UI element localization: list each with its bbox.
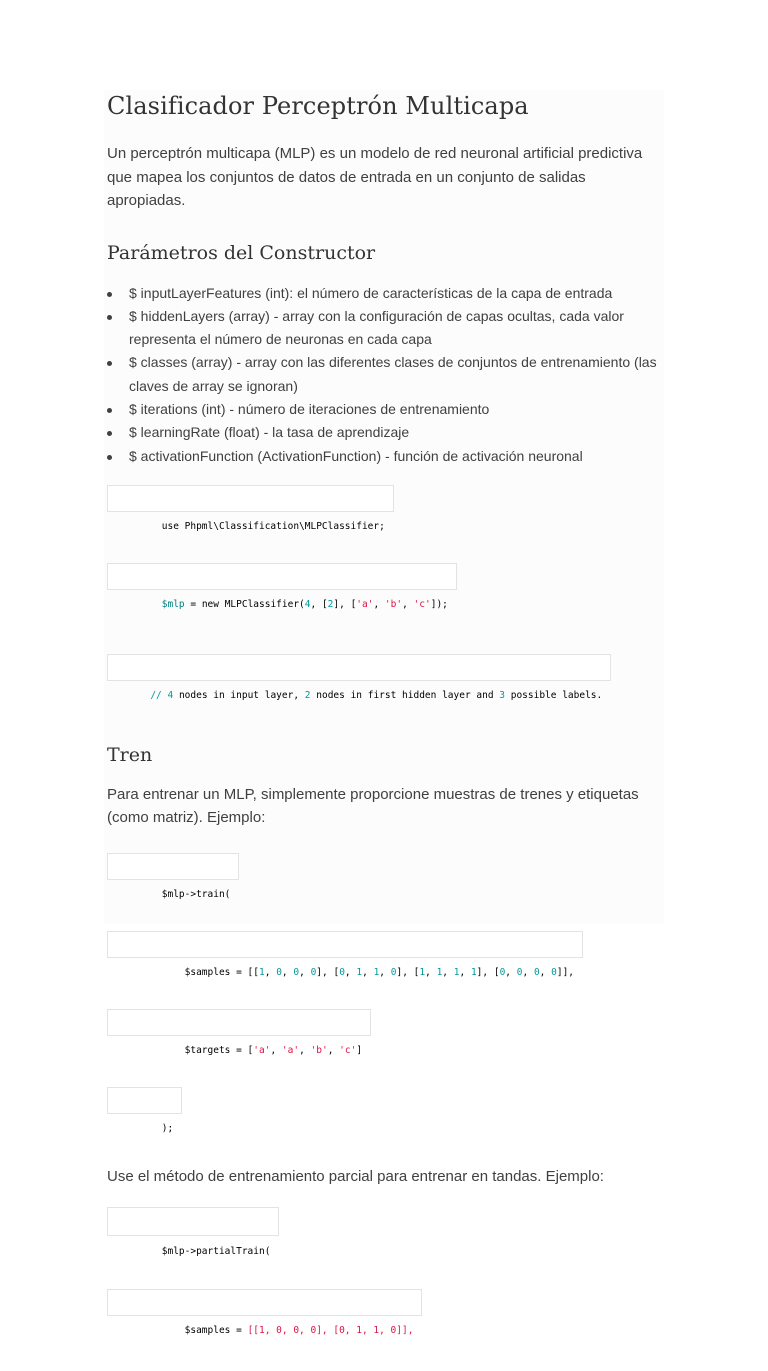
code-number: 1 <box>436 966 443 978</box>
code-token: ] <box>356 1044 363 1056</box>
code-token: ]], <box>556 966 575 978</box>
code-line <box>107 1289 422 1337</box>
code-use: use Phpml\Classification\MLPClassifier; <box>161 520 385 532</box>
code-value: [[1, 0, 0, 0], [0, 1, 1, 0]], <box>247 1325 414 1337</box>
code-number: 1 <box>453 966 460 978</box>
code-token: $samples = [[ <box>161 966 259 978</box>
code-token: possible labels. <box>505 689 603 701</box>
code-line: $samples = [[1, 0, 0, 0], [0, 1, 1, 0], [1, 1, 1, 1], [0, 0, 0, 0]], <box>107 931 583 958</box>
code-token: , <box>373 598 385 610</box>
code-line <box>107 563 457 610</box>
code-string: 'c' <box>413 598 431 610</box>
param-item: $ hiddenLayers (array) - array con la configuración de capas ocultas, cada valor representa el número de neuronas en cada capa <box>107 305 660 352</box>
document-page <box>104 90 664 1337</box>
train-paragraph: Para entrenar un MLP, simplemente proporcione muestras de trenes y etiquetas (como matriz). Ejemplo: <box>107 785 639 827</box>
code-number: 0 <box>533 966 540 978</box>
code-string: 'a' <box>281 1044 300 1056</box>
param-item: $ iterations (int) - número de iteraciones de entrenamiento <box>107 398 660 421</box>
code-var: $mlp <box>161 598 185 610</box>
code-number: 1 <box>419 966 426 978</box>
code-block-partial <box>107 1207 660 1365</box>
code-number: 2 <box>327 598 334 610</box>
code-token: $targets = [ <box>161 1044 254 1056</box>
code-token: $mlp->partialTrain( <box>161 1246 271 1258</box>
param-item: $ learningRate (float) - la tasa de aprendizaje <box>107 421 660 444</box>
param-item: $ classes (array) - array con las diferentes clases de conjuntos de entrenamiento (las claves de array se ignoran) <box>107 351 660 398</box>
params-list <box>107 282 660 468</box>
code-number: 1 <box>259 966 265 978</box>
code-comment-block <box>107 654 611 701</box>
code-string: 'b' <box>384 598 403 610</box>
intro-paragraph: Un perceptrón multicapa (MLP) es un modelo de red neuronal artificial predictiva que mapea los conjuntos de datos de entrada en un conjunto de salidas apropiadas. <box>107 145 643 209</box>
code-number: 2 <box>304 689 311 701</box>
code-number: 0 <box>293 966 300 978</box>
code-number: 0 <box>310 966 317 978</box>
constructor-heading: Parámetros del Constructor <box>107 241 376 264</box>
code-number: 1 <box>470 966 477 978</box>
code-number: 0 <box>276 966 282 978</box>
code-token: ); <box>161 1122 174 1134</box>
code-number: 3 <box>499 689 506 701</box>
code-number: 0 <box>516 966 523 978</box>
code-string: 'b' <box>310 1044 328 1056</box>
code-comment: // <box>150 689 168 701</box>
code-number: 1 <box>356 966 363 978</box>
code-token: , <box>402 598 414 610</box>
code-number: 0 <box>390 966 397 978</box>
param-item: $ inputLayerFeatures (int): el número de características de la capa de entrada <box>107 282 660 305</box>
code-string: 'a' <box>356 598 374 610</box>
code-line <box>107 485 394 532</box>
page-title: Clasificador Perceptrón Multicapa <box>107 92 529 120</box>
code-number: 0 <box>339 966 345 978</box>
code-token: nodes in first hidden layer and <box>310 689 500 701</box>
code-number: 0 <box>551 966 557 978</box>
train-heading: Tren <box>107 743 153 766</box>
code-token: = new MLPClassifier( <box>184 598 305 610</box>
code-line <box>107 1207 279 1258</box>
code-string: 'a' <box>253 1044 271 1056</box>
code-token: nodes in input layer, <box>173 689 305 701</box>
code-line <box>107 1087 182 1134</box>
code-number: 0 <box>499 966 506 978</box>
code-token: ]); <box>430 598 448 610</box>
code-number: 4 <box>304 598 311 610</box>
document-content <box>107 90 660 1365</box>
code-token: $samples = <box>161 1325 248 1337</box>
code-token: ], [ <box>333 598 357 610</box>
code-block-train <box>107 853 660 1163</box>
param-item: $ activationFunction (ActivationFunction) - función de activación neuronal <box>107 445 660 468</box>
code-number: 4 <box>167 689 174 701</box>
code-string: 'c' <box>339 1044 357 1056</box>
partial-paragraph: Use el método de entrenamiento parcial para entrenar en tandas. Ejemplo: <box>107 1167 604 1185</box>
code-block-constructor <box>107 485 660 639</box>
code-line: $targets = ['a', 'a', 'b', 'c'] <box>107 1009 371 1036</box>
code-line <box>107 853 239 900</box>
code-number: 1 <box>373 966 380 978</box>
code-token: $mlp->train( <box>161 888 231 900</box>
code-token: , [ <box>310 598 328 610</box>
